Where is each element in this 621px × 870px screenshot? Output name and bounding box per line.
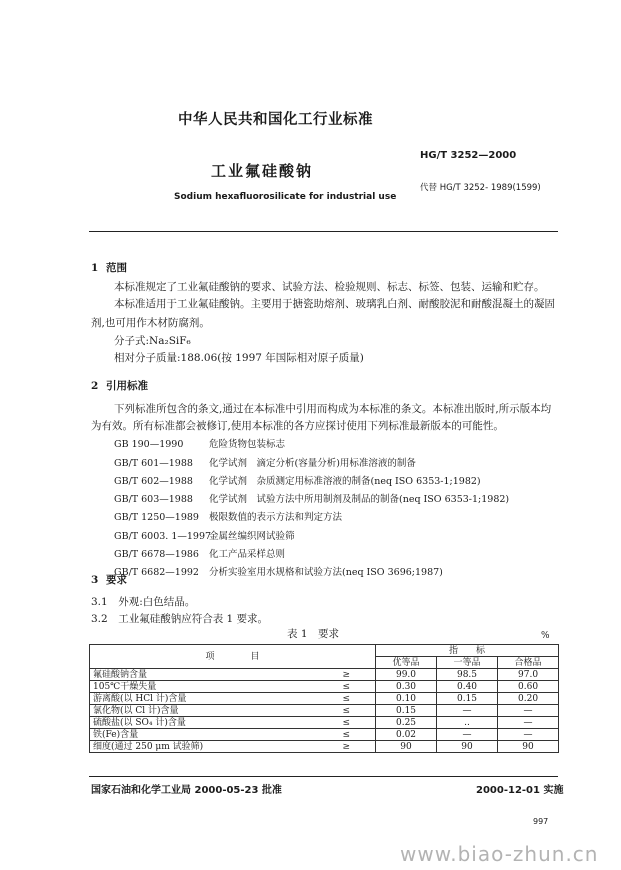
row-name: 硫酸盐(以 SO₄ 计)含量: [90, 717, 318, 729]
reference-item: [114, 493, 509, 506]
header-grade-first: 一等品: [437, 657, 498, 669]
reference-title: 分析实验室用水规格和试验方法(neq ISO 3696;1987): [209, 567, 443, 578]
section-3-heading: 要求: [106, 574, 127, 586]
cell-first: 98.5: [437, 669, 498, 681]
cell-qualified: —: [498, 705, 559, 717]
cell-first: 90: [437, 741, 498, 753]
row-operator: ≥: [318, 741, 376, 753]
reference-title: 化学试剂 滴定分析(容量分析)用标准溶液的制备: [209, 458, 416, 469]
section-1-para-1: 本标准规定了工业氟硅酸钠的要求、试验方法、检验规则、标志、标签、包装、运输和贮存。: [114, 281, 545, 293]
table-row: [90, 693, 559, 705]
row-name: 游离酸(以 HCl 计)含量: [90, 693, 318, 705]
section-3-number: 3: [91, 574, 99, 586]
reference-code: GB/T 1250—1989: [114, 512, 199, 523]
reference-title: 化工产品采样总则: [209, 549, 286, 560]
cell-qualified: 97.0: [498, 669, 559, 681]
row-operator: ≤: [318, 717, 376, 729]
cell-qualified: —: [498, 729, 559, 741]
formula-value: Na₂SiF₆: [149, 335, 191, 347]
cell-first: 0.15: [437, 693, 498, 705]
section-1-heading: 范围: [106, 262, 127, 274]
cell-premium: 0.02: [376, 729, 437, 741]
reference-title: 化学试剂 试验方法中所用制剂及制品的制备(neq ISO 6353-1;1982): [209, 494, 510, 505]
reference-code: GB/T 6003. 1—1997: [114, 531, 212, 542]
row-name: 氯化物(以 Cl 计)含量: [90, 705, 318, 717]
header-grade-premium: 优等品: [376, 657, 437, 669]
reference-code: GB 190—1990: [114, 439, 184, 450]
cell-premium: 0.10: [376, 693, 437, 705]
table-row: [90, 741, 559, 753]
reference-item: [114, 457, 416, 470]
reference-item: [114, 548, 285, 561]
org-title: 中华人民共和国化工行业标准: [178, 111, 373, 128]
reference-item: [114, 475, 481, 488]
section-2-number: 2: [91, 380, 99, 392]
cell-first: —: [437, 729, 498, 741]
effective-date: 2000-12-01 实施: [476, 785, 564, 796]
reference-item: [114, 511, 342, 524]
document-title: 工业氟硅酸钠: [211, 162, 314, 180]
table-row: [90, 717, 559, 729]
section-2-para-1a: 下列标准所包含的条文,通过在本标准中引用而构成为本标准的条文。本标准出版时,所示版本均: [114, 403, 552, 415]
footer-divider: [89, 776, 558, 777]
cell-premium: 0.25: [376, 717, 437, 729]
row-operator: ≤: [318, 729, 376, 741]
reference-code: GB/T 602—1988: [114, 476, 193, 487]
reference-code: GB/T 603—1988: [114, 494, 193, 505]
row-name: 氟硅酸钠含量: [90, 669, 318, 681]
formula-line: [114, 335, 191, 348]
cell-qualified: 90: [498, 741, 559, 753]
cell-first: ..: [437, 717, 498, 729]
reference-item: [114, 566, 443, 579]
reference-item: [114, 530, 295, 543]
table-row: [90, 669, 559, 681]
section-1-para-2a: 本标准适用于工业氟硅酸钠。主要用于搪瓷助熔剂、玻璃乳白剂、耐酸胶泥和耐酸混凝土的凝固: [114, 298, 555, 310]
clause-3-2: 3.2 工业氟硅酸钠应符合表 1 要求。: [91, 613, 269, 625]
cell-qualified: 0.20: [498, 693, 559, 705]
row-operator: ≥: [318, 669, 376, 681]
row-operator: ≤: [318, 693, 376, 705]
section-1-para-2b: 剂,也可用作木材防腐剂。: [91, 317, 210, 329]
document-title-english: Sodium hexafluorosilicate for industrial use: [174, 192, 397, 202]
page-number: 997: [533, 817, 549, 826]
row-name: 105℃干燥失量: [90, 681, 318, 693]
header-index: 指 标: [376, 645, 559, 657]
section-2-para-1b: 为有效。所有标准都会被修订,使用本标准的各方应探讨使用下列标准最新版本的可能性。: [91, 420, 504, 432]
approval-line: 国家石油和化学工业局 2000-05-23 批准: [91, 785, 282, 796]
reference-title: 极限数值的表示方法和判定方法: [209, 512, 343, 523]
cell-premium: 99.0: [376, 669, 437, 681]
clause-3-1: 3.1 外观:白色结晶。: [91, 596, 196, 608]
reference-title: 金属丝编织网试验筛: [209, 531, 295, 542]
header-item: 项 目: [90, 645, 376, 669]
reference-title: 化学试剂 杂质测定用标准溶液的制备(neq ISO 6353-1;1982): [209, 476, 481, 487]
row-operator: ≤: [318, 681, 376, 693]
cell-first: 0.40: [437, 681, 498, 693]
reference-code: GB/T 6678—1986: [114, 549, 199, 560]
reference-item: [114, 438, 285, 451]
table-header-row: [90, 645, 559, 657]
header-grade-qualified: 合格品: [498, 657, 559, 669]
replaces-note: 代替 HG/T 3252- 1989(1599): [420, 183, 541, 193]
formula-label: 分子式:: [114, 335, 150, 347]
header-divider: [89, 231, 558, 232]
requirements-table: [89, 644, 559, 753]
reference-code: GB/T 601—1988: [114, 458, 193, 469]
standard-code: HG/T 3252—2000: [420, 150, 517, 161]
reference-title: 危险货物包装标志: [209, 439, 286, 450]
cell-qualified: 0.60: [498, 681, 559, 693]
cell-qualified: —: [498, 717, 559, 729]
cell-premium: 0.15: [376, 705, 437, 717]
row-name: 细度(通过 250 μm 试验筛): [90, 741, 318, 753]
reference-code: GB/T 6682—1992: [114, 567, 199, 578]
cell-premium: 0.30: [376, 681, 437, 693]
table-row: [90, 729, 559, 741]
site-watermark: www.biao-zhun.cn: [400, 842, 599, 866]
cell-first: —: [437, 705, 498, 717]
table-caption: 表 1 要求: [287, 628, 340, 640]
table-row: [90, 705, 559, 717]
section-1-number: 1: [91, 262, 99, 274]
table-unit: %: [541, 631, 550, 641]
molecular-mass: 相对分子质量:188.06(按 1997 年国际相对原子质量): [114, 352, 364, 364]
row-name: 铁(Fe)含量: [90, 729, 318, 741]
cell-premium: 90: [376, 741, 437, 753]
table-row: [90, 681, 559, 693]
section-2-heading: 引用标准: [106, 380, 148, 392]
row-operator: ≤: [318, 705, 376, 717]
